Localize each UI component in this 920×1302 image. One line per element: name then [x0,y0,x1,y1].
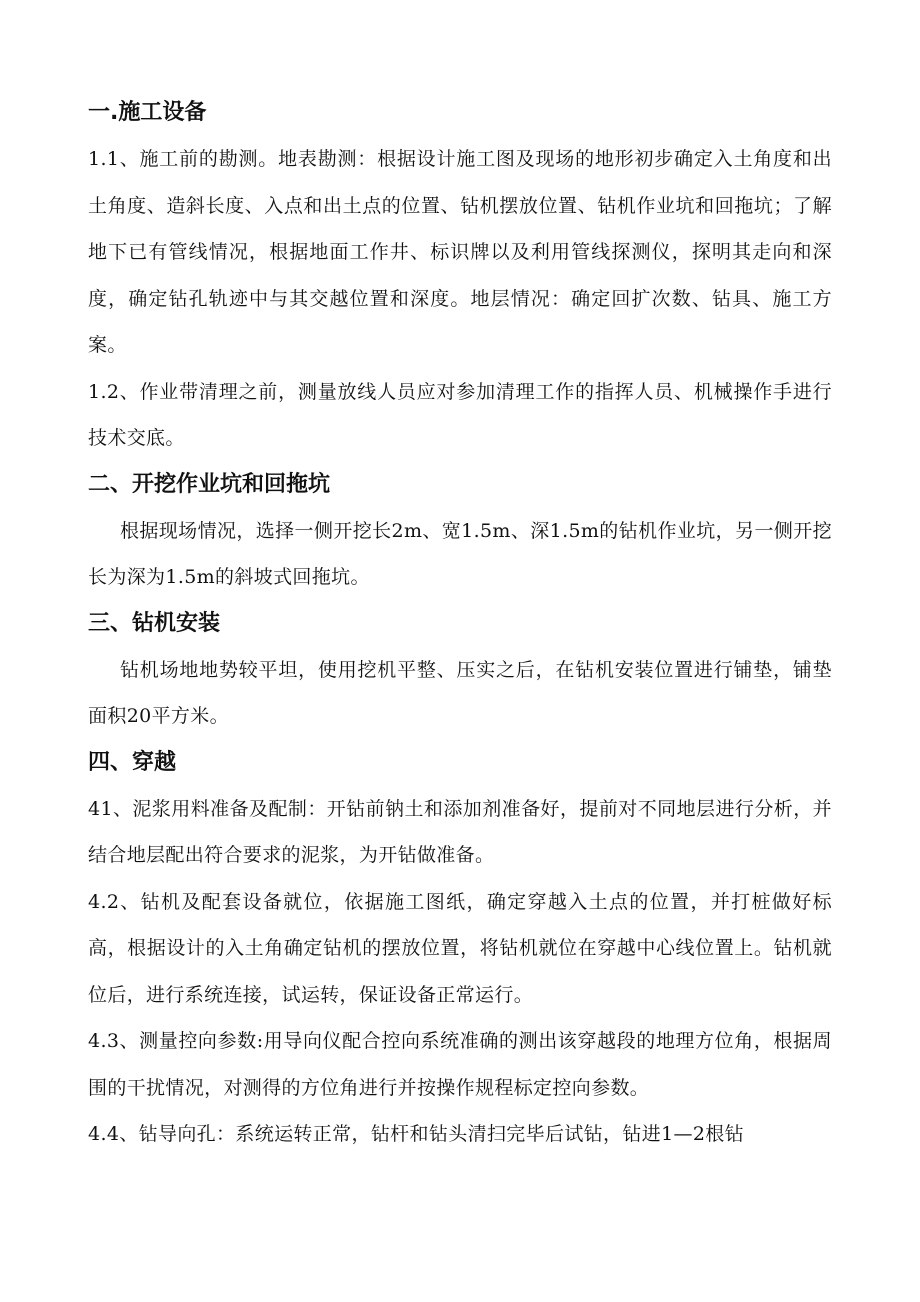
section-heading-equipment: 一.施工设备 [88,100,207,125]
paragraph-4-4-pilot-hole: 4.4、钻导向孔：系统运转正常，钻杆和钻头清扫完毕后试钻，钻进1—2根钻 [88,1123,744,1145]
document-page [88,90,832,1158]
paragraph-rig-installation: 钻机场地地势较平坦，使用挖机平整、压实之后，在钻机安装位置进行铺垫，铺垫面积20平方米。 [88,658,832,727]
paragraph-4-1-mud: 41、泥浆用料准备及配制：开钻前钠土和添加剂准备好，提前对不同地层进行分析，并结合地层配出符合要求的泥浆，为开钻做准备。 [88,797,832,866]
section-heading-pits: 二、开挖作业坑和回拖坑 [88,471,331,497]
paragraph-4-2-rig-positioning: 4.2、钻机及配套设备就位，依据施工图纸，确定穿越入土点的位置，并打桩做好标高，根据设计的入土角确定钻机的摆放位置，将钻机就位在穿越中心线位置上。钻机就位后，进行系统连接，试运转，保证设备正常运行。 [88,890,832,1006]
section-heading-rig-installation: 三、钻机安装 [88,610,221,636]
paragraph-pits: 根据现场情况，选择一侧开挖长2m、宽1.5m、深1.5m的钻机作业坑，另一侧开挖长为深为1.5m的斜坡式回拖坑。 [88,519,832,588]
paragraph-1-2-clearing: 1.2、作业带清理之前，测量放线人员应对参加清理工作的指挥人员、机械操作手进行技术交底。 [88,380,832,449]
paragraph-1-1-survey: 1.1、施工前的勘测。地表勘测：根据设计施工图及现场的地形初步确定入土角度和出土角度、造斜长度、入点和出土点的位置、钻机摆放位置、钻机作业坑和回拖坑；了解地下已有管线情况，根据地面工作井、标识牌以及利用管线探测仪，探明其走向和深度，确定钻孔轨迹中与其交越位置和深度。地层情况：确定回扩次数、钻具、施工方案。 [88,148,832,356]
paragraph-4-3-steering-parameters: 4.3、测量控向参数:用导向仪配合控向系统准确的测出该穿越段的地理方位角，根据周围的干扰情况，对测得的方位角进行并按操作规程标定控向参数。 [88,1030,832,1099]
section-heading-crossing: 四、穿越 [88,749,177,775]
